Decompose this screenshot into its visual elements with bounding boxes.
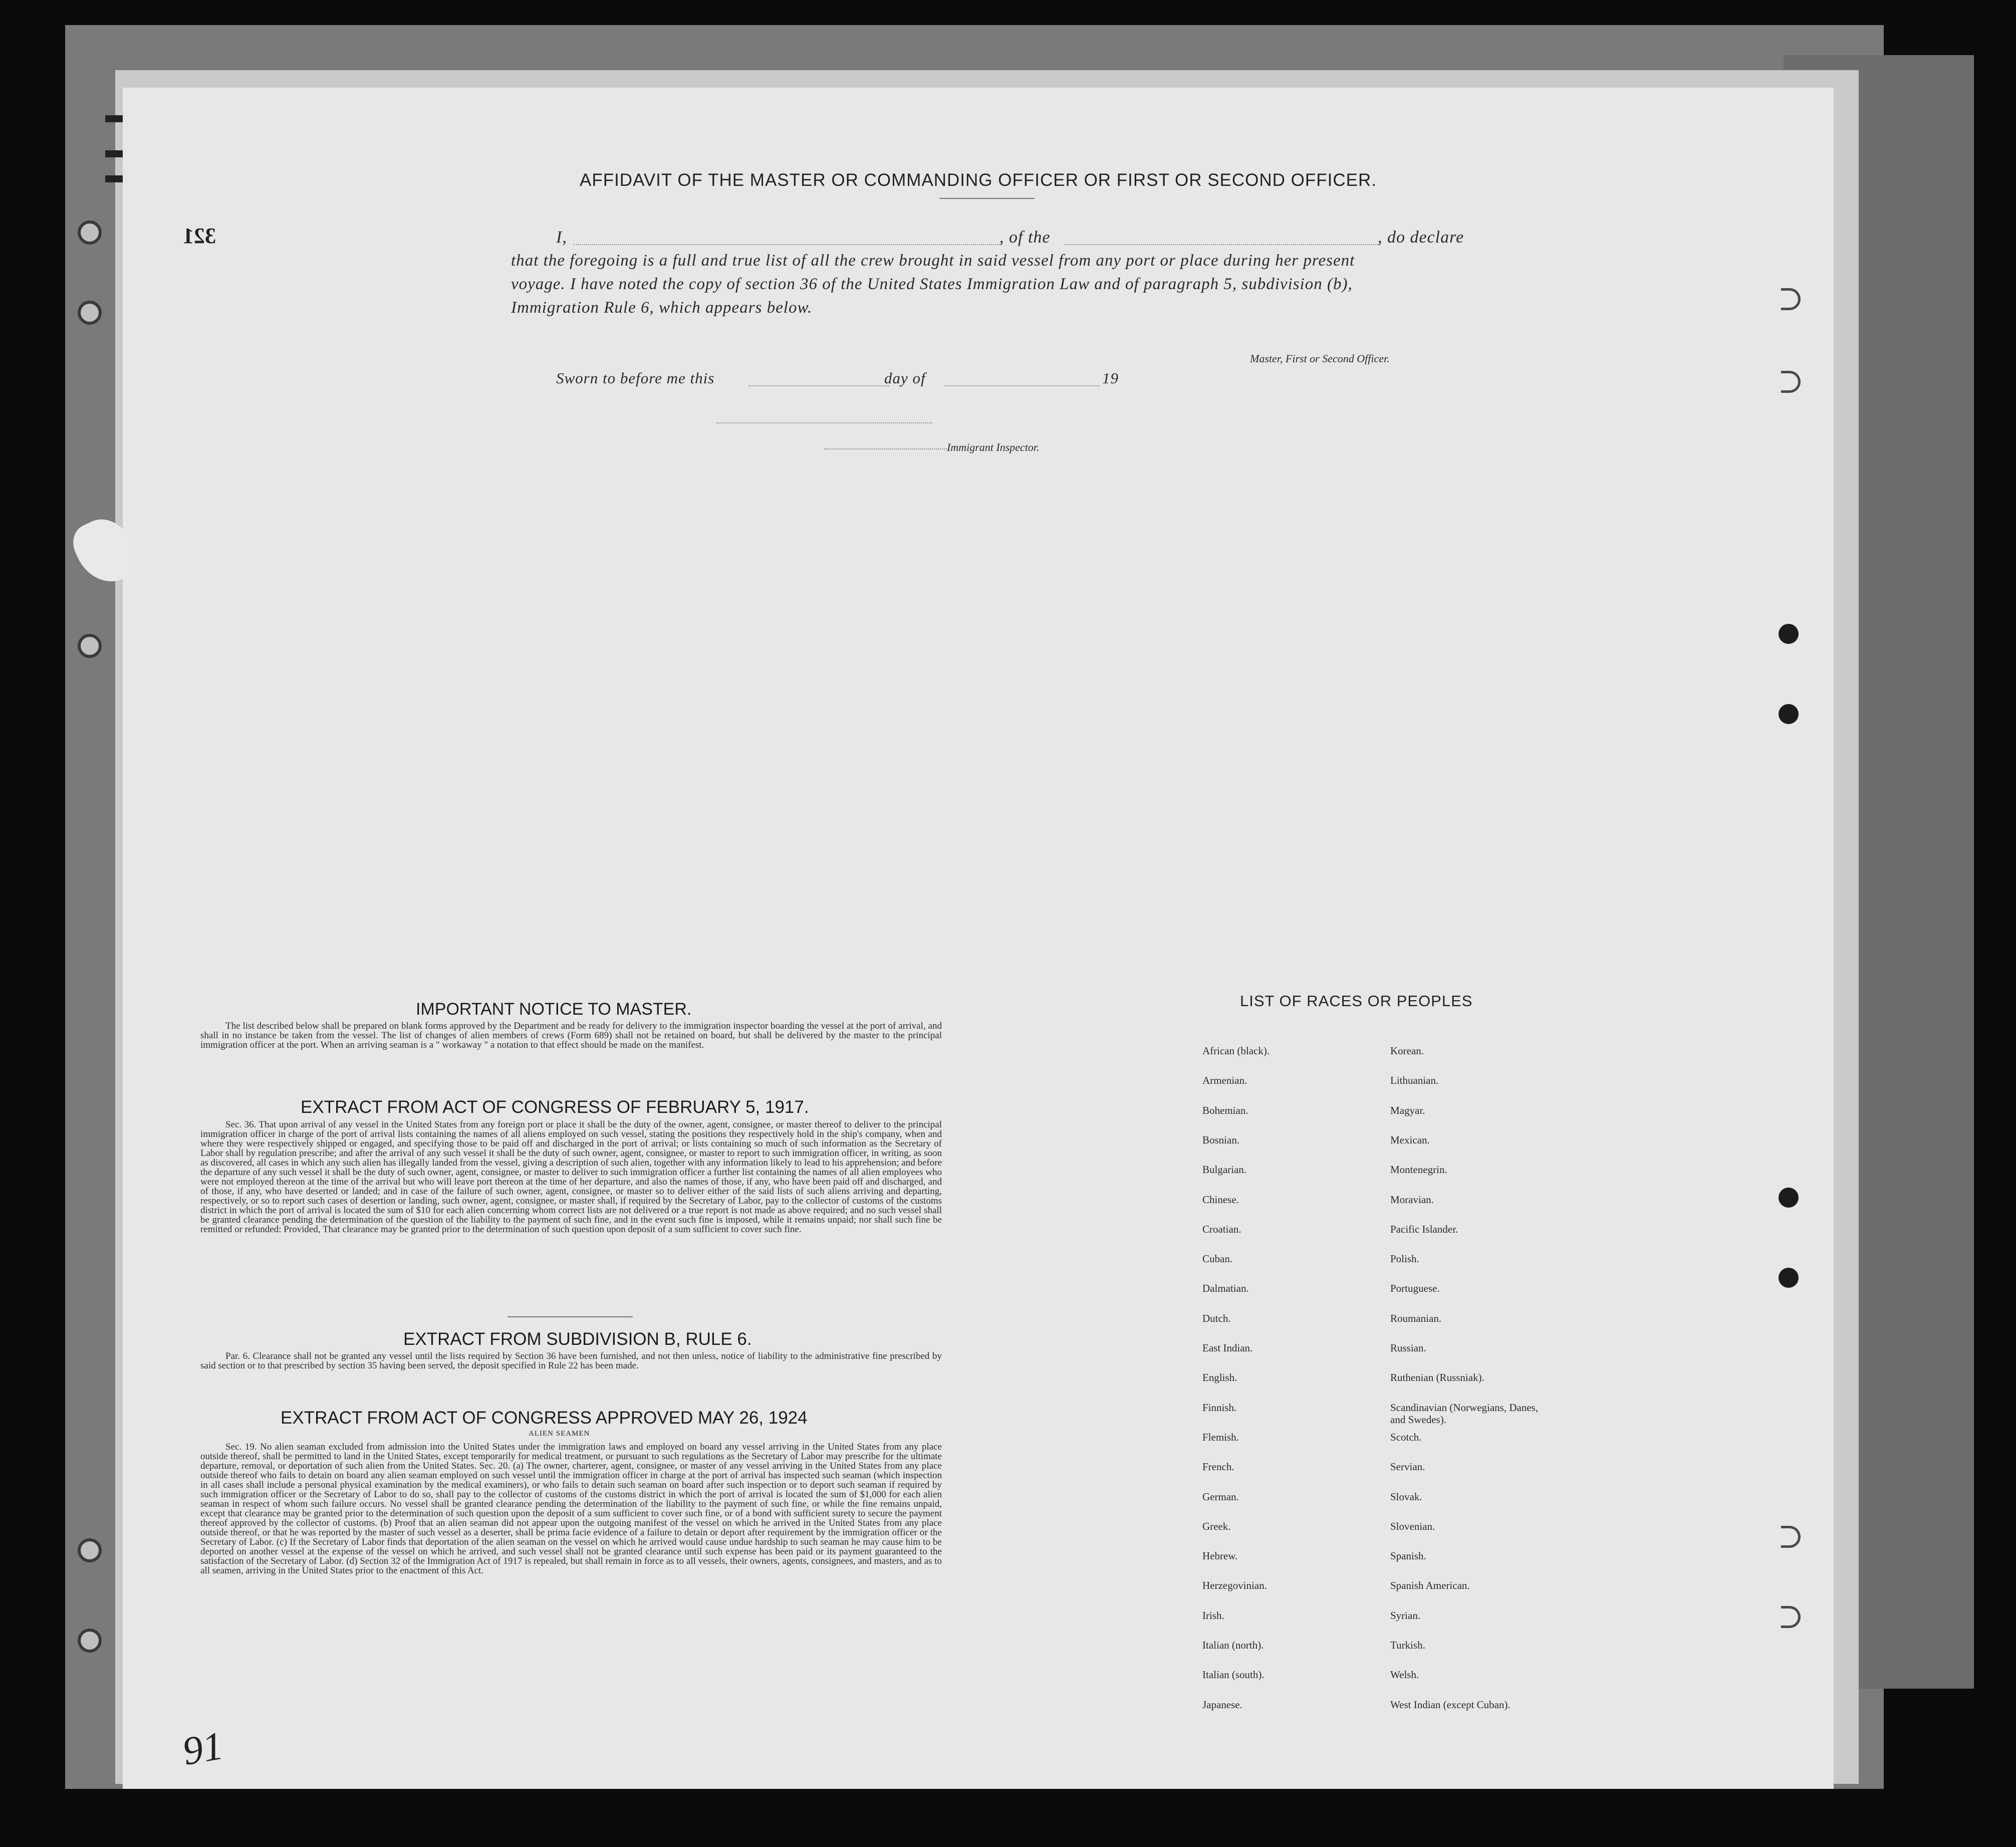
divider xyxy=(508,1316,633,1317)
race-item: Pacific Islander. xyxy=(1390,1223,1458,1235)
race-item: Chinese. xyxy=(1202,1194,1239,1206)
day-of-text: day of xyxy=(884,369,926,387)
race-item: Slovak. xyxy=(1390,1491,1422,1503)
extract-1924-title: EXTRACT FROM ACT OF CONGRESS APPROVED MAY 26, 1924 xyxy=(281,1408,808,1428)
race-item: Welsh. xyxy=(1390,1669,1419,1681)
race-item: Herzegovinian. xyxy=(1202,1579,1267,1591)
race-item: East Indian. xyxy=(1202,1342,1253,1354)
race-item: Flemish. xyxy=(1202,1431,1239,1443)
extract-1917-title: EXTRACT FROM ACT OF CONGRESS OF FEBRUARY 5, 1917. xyxy=(301,1097,809,1117)
extract-rule6-body: Par. 6. Clearance shall not be granted any vessel until the lists required by Section 36 have been furnished, and not then unless, notice of liability to the administrative fine prescribed by said section or to that prescribed by section 35 having been served, the deposit specified in Rule 22 has been made. xyxy=(200,1351,942,1371)
race-item: Russian. xyxy=(1390,1342,1426,1354)
binder-hole xyxy=(78,634,102,658)
race-item: Montenegrin. xyxy=(1390,1164,1447,1176)
race-item: Bohemian. xyxy=(1202,1104,1248,1116)
race-item: Roumanian. xyxy=(1390,1312,1442,1324)
race-item: Japanese. xyxy=(1202,1699,1242,1711)
binder-hole xyxy=(78,1629,102,1653)
master-caption: Master, First or Second Officer. xyxy=(1250,352,1390,365)
extract-1924-body: Sec. 19. No alien seaman excluded from admission into the United States under the immigration laws and employed on board any vessel arriving in the United States from any place outside thereof, shall be permitted to land in the United States, except temporarily for medical treatment, or pursuant to such regulations as the Secretary of Labor may prescribe for the ultimate departure, removal, or deportation of such alien from the United States. Sec. 20. (a) The owner, charterer, agent, consignee, or master of any vessel arriving in the United States from any place outside thereof who fails to detain on board any alien seaman employed on such vessel until the immigration officer in charge at the port of arrival has inspected such seaman (which inspection in all cases shall include a personal physical examination by the medical examiners), or who fails to detain such seaman on board after such inspection or to deport such seaman if required by such immigration officer or the Secretary of Labor to do so, shall pay to the collector of customs of the customs district in which the port of arrival is located the sum of $1,000 for each alien seaman in respect of whom such failure occurs. No vessel shall be granted clearance pending the determination of the liability to the payment of such fine, or while the fine remains unpaid, except that clearance may be granted prior to the determination of such question upon the deposit of a sum sufficient to cover such fine, or of a bond with sufficient surety to secure the payment thereof approved by the collector of customs. (b) Proof that an alien seaman did not appear upon the outgoing manifest of the vessel on which he arrived in the United States from any place outside thereof, or that he was reported by the master of such vessel as a deserter, shall be prima facie evidence of a failure to detain or deport after requirement by the immigration officer or the Secretary of Labor. (c) If the Secretary of Labor finds that deportation of the alien seaman on the vessel on which he arrived would cause undue hardship to such seaman he may cause him to be deported on another vessel at the expense of the vessel on which he arrived, and such vessel shall not be granted clearance until such expense has been paid or its payment guaranteed to the satisfaction of the Secretary of Labor. (d) Section 32 of the Immigration Act of 1917 is repealed, but shall remain in force as to all vessels, their owners, agents, consignees, and masters, and as to all seamen, arriving in the United States prior to the enactment of this Act. xyxy=(200,1442,942,1576)
affidavit-line1-of: , of the xyxy=(999,228,1051,247)
race-item: Lithuanian. xyxy=(1390,1074,1439,1086)
affidavit-line1-i: I, xyxy=(556,228,567,247)
sworn-text: Sworn to before me this xyxy=(556,369,715,387)
binder-hole xyxy=(1781,288,1801,310)
race-item: English. xyxy=(1202,1371,1237,1383)
race-item: Bosnian. xyxy=(1202,1134,1240,1146)
race-item: Spanish American. xyxy=(1390,1579,1470,1591)
binder-hole xyxy=(1779,1268,1799,1288)
affidavit-title: AFFIDAVIT OF THE MASTER OR COMMANDING OFFICER OR FIRST OR SECOND OFFICER. xyxy=(579,170,1377,190)
binder-hole xyxy=(1781,1606,1801,1628)
race-item: Portuguese. xyxy=(1390,1282,1440,1294)
race-item: Scandinavian (Norwegians, Danes, and Swedes). xyxy=(1390,1402,1539,1426)
binder-hole xyxy=(78,220,102,245)
race-item: Servian. xyxy=(1390,1461,1425,1473)
vessel-blank xyxy=(1065,244,1380,245)
signature-blank xyxy=(716,422,932,423)
binder-hole xyxy=(1779,624,1799,644)
race-item: Polish. xyxy=(1390,1253,1419,1265)
notice-body: The list described below shall be prepared on blank forms approved by the Department and be ready for delivery to the immigration inspector boarding the vessel at the port of arrival, and shall in no instance be taken from the vessel. The list of changes of alien members of crews (Form 689) shall not be retained on board, but shall be delivered by the master to the principal immigration officer at the port. When an arriving seaman is a " workaway " a notation to that effect should be made on the manifest. xyxy=(200,1021,942,1050)
name-blank xyxy=(574,244,1002,245)
race-item: Finnish. xyxy=(1202,1402,1237,1414)
inspector-blank xyxy=(824,448,947,449)
binder-hole xyxy=(1781,371,1801,393)
race-item: Bulgarian. xyxy=(1202,1164,1247,1176)
race-item: Korean. xyxy=(1390,1045,1424,1057)
race-item: Moravian. xyxy=(1390,1194,1434,1206)
race-item: Magyar. xyxy=(1390,1104,1425,1116)
extract-1917-body: Sec. 36. That upon arrival of any vessel in the United States from any foreign port or place it shall be the duty of the owner, agent, consignee, or master thereof to deliver to the principal immigration officer in charge of the port of arrival lists containing the names of all aliens employed on such vessel, stating the positions they respectively hold in the ship's company, when and where they were respectively shipped or engaged, and specifying those to be paid off and discharged in the port of arrival; or lists containing so much of such information as the Secretary of Labor shall by regulation prescribe; and after the arrival of any such vessel it shall be the duty of such owner, agent, consignee, or master to report to such immigration officer, in writing, as soon as discovered, all cases in which any such alien has illegally landed from the vessel, giving a description of such alien, together with any information likely to lead to his apprehension; and before the departure of any such vessel it shall be the duty of such owner, agent, consignee, or master to deliver to such immigration officer a further list containing the names of all alien employees who were not employed thereon at the time of the arrival but who will leave port thereon at the time of her departure, and also the names of those, if any, who have been paid off and discharged, and of those, if any, who have deserted or landed; and in case of the failure of such owner, agent, consignee, or master so to deliver either of the said lists of such aliens arriving and departing, respectively, or so to report such cases of desertion or landing, such owner, agent, consignee, or master shall, if required by the Secretary of Labor, pay to the collector of customs of the customs district in which the port of arrival is located the sum of $10 for each alien concerning whom correct lists are not delivered or a true report is not made as above required; and no such vessel shall be granted clearance pending the determination of the question of the liability to the payment of such fine, and in the event such fine is imposed, while it remains unpaid; nor shall such fine be remitted or refunded: Provided, That clearance may be granted prior to the determination of such question upon deposit of a sum sufficient to cover such fine. xyxy=(200,1119,942,1235)
race-item: French. xyxy=(1202,1461,1234,1473)
binder-bracket xyxy=(105,175,125,182)
race-item: Italian (south). xyxy=(1202,1669,1265,1681)
inspector-caption: Immigrant Inspector. xyxy=(947,441,1040,453)
race-item: West Indian (except Cuban). xyxy=(1390,1699,1510,1711)
extract-rule6-title: EXTRACT FROM SUBDIVISION B, RULE 6. xyxy=(403,1329,752,1349)
race-item: Armenian. xyxy=(1202,1074,1247,1086)
race-item: Cuban. xyxy=(1202,1253,1233,1265)
race-item: Spanish. xyxy=(1390,1550,1426,1562)
race-item: Slovenian. xyxy=(1390,1520,1435,1532)
year-prefix: 19 xyxy=(1102,369,1119,387)
binder-hole xyxy=(78,1538,102,1562)
document-page xyxy=(123,88,1834,1789)
handwritten-page-number: 91 xyxy=(179,1723,226,1774)
divider xyxy=(939,198,1035,199)
binder-hole xyxy=(1781,1526,1801,1548)
day-blank xyxy=(749,385,889,386)
binder-hole xyxy=(1779,1188,1799,1208)
binder-hole xyxy=(78,301,102,325)
race-item: Irish. xyxy=(1202,1609,1224,1622)
race-item: Greek. xyxy=(1202,1520,1231,1532)
race-item: German. xyxy=(1202,1491,1239,1503)
race-item: Scotch. xyxy=(1390,1431,1422,1443)
race-item: African (black). xyxy=(1202,1045,1270,1057)
extract-1924-subtitle: ALIEN SEAMEN xyxy=(529,1430,590,1438)
notice-title: IMPORTANT NOTICE TO MASTER. xyxy=(416,1000,692,1019)
race-item: Croatian. xyxy=(1202,1223,1241,1235)
affidavit-line4: Immigration Rule 6, which appears below. xyxy=(511,299,813,317)
binder-bracket xyxy=(105,150,125,157)
month-blank xyxy=(944,385,1100,386)
affidavit-line2: that the foregoing is a full and true list of all the crew brought in said vessel from any port or place during her present xyxy=(511,252,1355,270)
binder-hole xyxy=(1779,704,1799,724)
stamp-number: 321 xyxy=(183,223,216,248)
affidavit-line3: voyage. I have noted the copy of section 36 of the United States Immigration Law and of paragraph 5, subdivision (b), xyxy=(511,275,1353,293)
race-item: Mexican. xyxy=(1390,1134,1430,1146)
affidavit-line1-declare: , do declare xyxy=(1378,228,1464,247)
race-item: Dalmatian. xyxy=(1202,1282,1249,1294)
binder-bracket xyxy=(105,115,125,122)
races-title: LIST OF RACES OR PEOPLES xyxy=(1240,992,1473,1010)
race-item: Ruthenian (Russniak). xyxy=(1390,1371,1484,1383)
race-item: Dutch. xyxy=(1202,1312,1231,1324)
race-item: Hebrew. xyxy=(1202,1550,1238,1562)
race-item: Italian (north). xyxy=(1202,1639,1264,1651)
race-item: Syrian. xyxy=(1390,1609,1421,1622)
race-item: Turkish. xyxy=(1390,1639,1425,1651)
